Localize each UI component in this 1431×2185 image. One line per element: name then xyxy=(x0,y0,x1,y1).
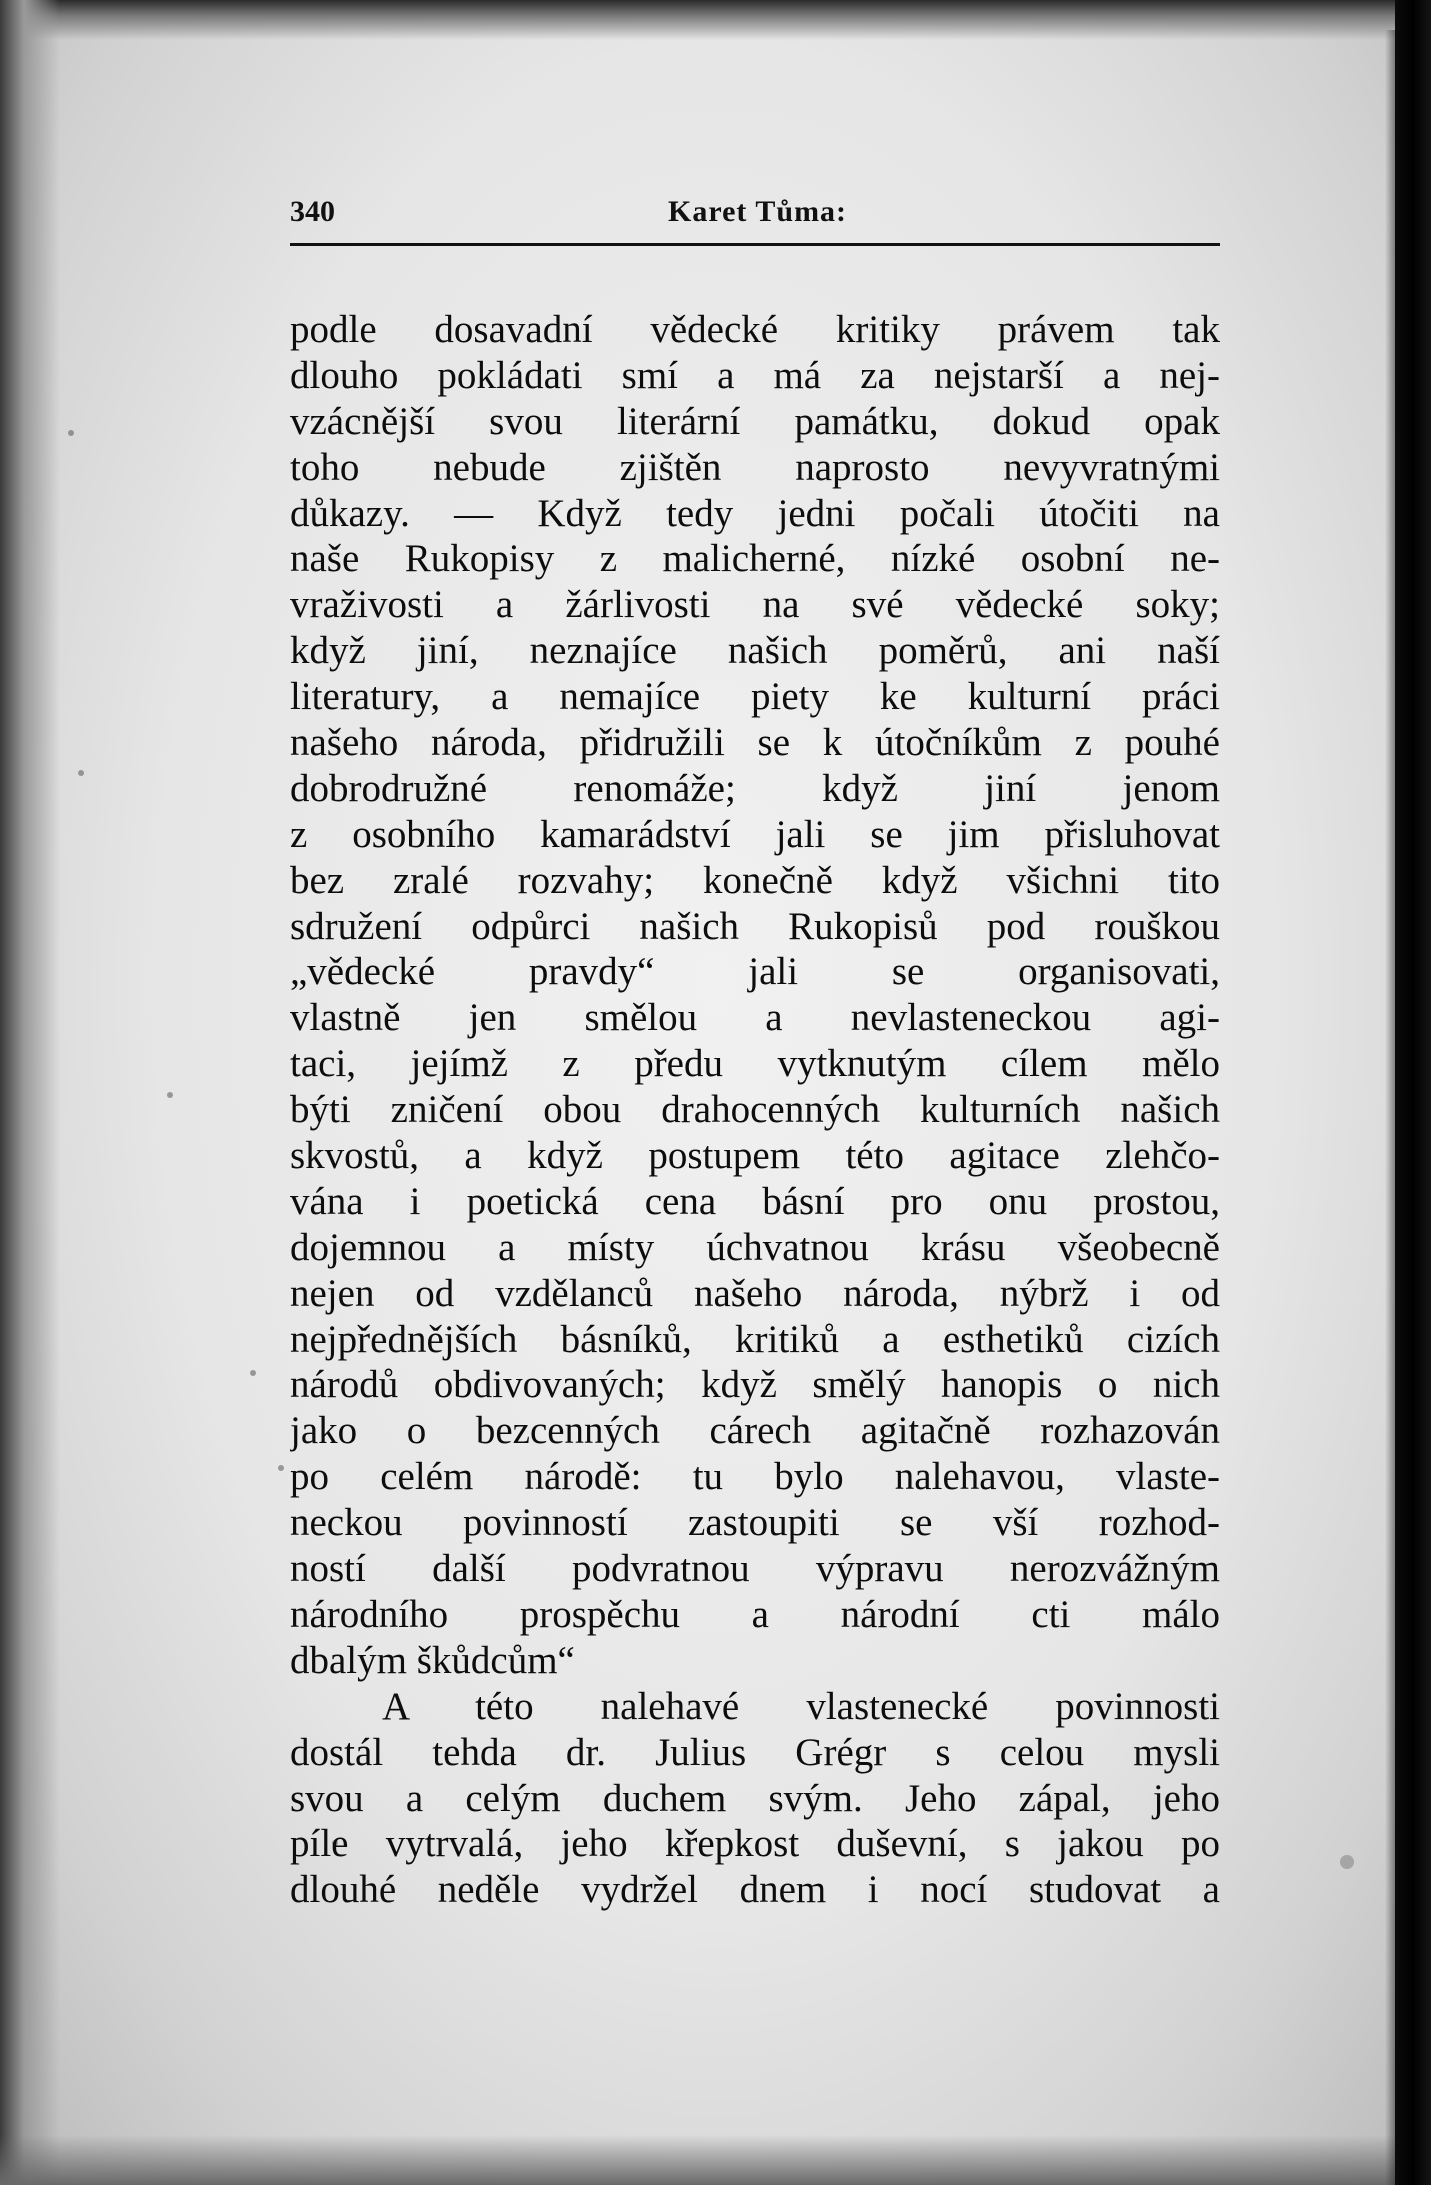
scan-speck xyxy=(250,1370,256,1376)
text-line: dostál tehda dr. Julius Grégr s celou mysli xyxy=(290,1730,1220,1774)
text-line: důkazy. — Když tedy jedni počali útočiti na xyxy=(290,491,1220,535)
text-line: vlastně jen smělou a nevlasteneckou agi- xyxy=(290,996,1220,1040)
text-line: naše Rukopisy z malicherné, nízké osobní ne- xyxy=(290,537,1220,581)
text-line: nejpřednějších básníků, kritiků a esthetiků cizích xyxy=(290,1317,1220,1361)
text-line: národů obdivovaných; když smělý hanopis o nich xyxy=(290,1363,1220,1407)
text-line: skvostů, a když postupem této agitace zlehčo- xyxy=(290,1134,1220,1178)
bottom-scan-shadow xyxy=(0,2135,1431,2185)
text-line: svou a celým duchem svým. Jeho zápal, jeho xyxy=(290,1776,1220,1820)
text-line: neckou povinností zastoupiti se vší rozhod- xyxy=(290,1501,1220,1545)
binding-shadow xyxy=(1385,30,1395,2185)
text-line: podle dosavadní vědecké kritiky právem tak xyxy=(290,308,1220,351)
scan-speck xyxy=(1340,1855,1354,1869)
text-line: vána i poetická cena básní pro onu prostou, xyxy=(290,1179,1220,1223)
text-line: taci, jejímž z předu vytknutým cílem mělo xyxy=(290,1042,1220,1086)
text-line: bez zralé rozvahy; konečně když všichni tito xyxy=(290,858,1220,902)
text-line: literatury, a nemajíce piety ke kulturní práci xyxy=(290,675,1220,719)
text-line: dobrodružné renomáže; když jiní jenom xyxy=(290,766,1220,810)
text-line: našeho národa, přidružili se k útočníkům z pouhé xyxy=(290,721,1220,765)
header-rule xyxy=(290,243,1220,246)
page-number: 340 xyxy=(290,195,335,228)
scan-speck xyxy=(167,1092,173,1098)
text-line: dlouho pokládati smí a má za nejstarší a nej- xyxy=(290,353,1220,397)
text-line: když jiní, neznajíce našich poměrů, ani naší xyxy=(290,629,1220,673)
text-line: dbalým škůdcům“ xyxy=(290,1638,575,1682)
text-line: dlouhé neděle vydržel dnem i nocí studovat a xyxy=(290,1868,1220,1912)
text-line: „vědecké pravdy“ jali se organisovati, xyxy=(290,950,1220,994)
scan-speck xyxy=(78,770,84,776)
text-line: po celém národě: tu bylo nalehavou, vlaste- xyxy=(290,1455,1220,1499)
text-line: ností další podvratnou výpravu nerozvážným xyxy=(290,1547,1220,1591)
text-line: vzácnější svou literární památku, dokud opak xyxy=(290,399,1220,443)
text-line: býti zničení obou drahocenných kulturních našich xyxy=(290,1088,1220,1132)
text-line: dojemnou a místy úchvatnou krásu všeobecně xyxy=(290,1225,1220,1269)
scan-speck xyxy=(68,430,74,436)
text-line: jako o bezcenných cárech agitačně rozhazován xyxy=(290,1409,1220,1453)
running-head: Karet Tůma: xyxy=(668,195,848,228)
body-text xyxy=(290,307,1220,1913)
text-line: A této nalehavé vlastenecké povinnosti xyxy=(382,1684,1220,1728)
page-content xyxy=(290,195,1220,1912)
text-line: toho nebude zjištěn naprosto nevyvratnými xyxy=(290,445,1220,489)
text-line: sdružení odpůrci našich Rukopisů pod rouškou xyxy=(290,904,1220,948)
text-line: píle vytrvalá, jeho křepkost duševní, s jakou po xyxy=(290,1822,1220,1866)
left-scan-shadow xyxy=(0,0,60,2185)
page-header xyxy=(290,195,1220,237)
top-scan-shadow xyxy=(0,0,1431,40)
text-line: z osobního kamarádství jali se jim přisluhovat xyxy=(290,812,1220,856)
text-line: národního prospěchu a národní cti málo xyxy=(290,1592,1220,1636)
text-line: vraživosti a žárlivosti na své vědecké soky; xyxy=(290,583,1220,627)
scan-speck xyxy=(278,1465,284,1471)
book-binding-edge xyxy=(1395,0,1431,2185)
text-line: nejen od vzdělanců našeho národa, nýbrž i od xyxy=(290,1271,1220,1315)
